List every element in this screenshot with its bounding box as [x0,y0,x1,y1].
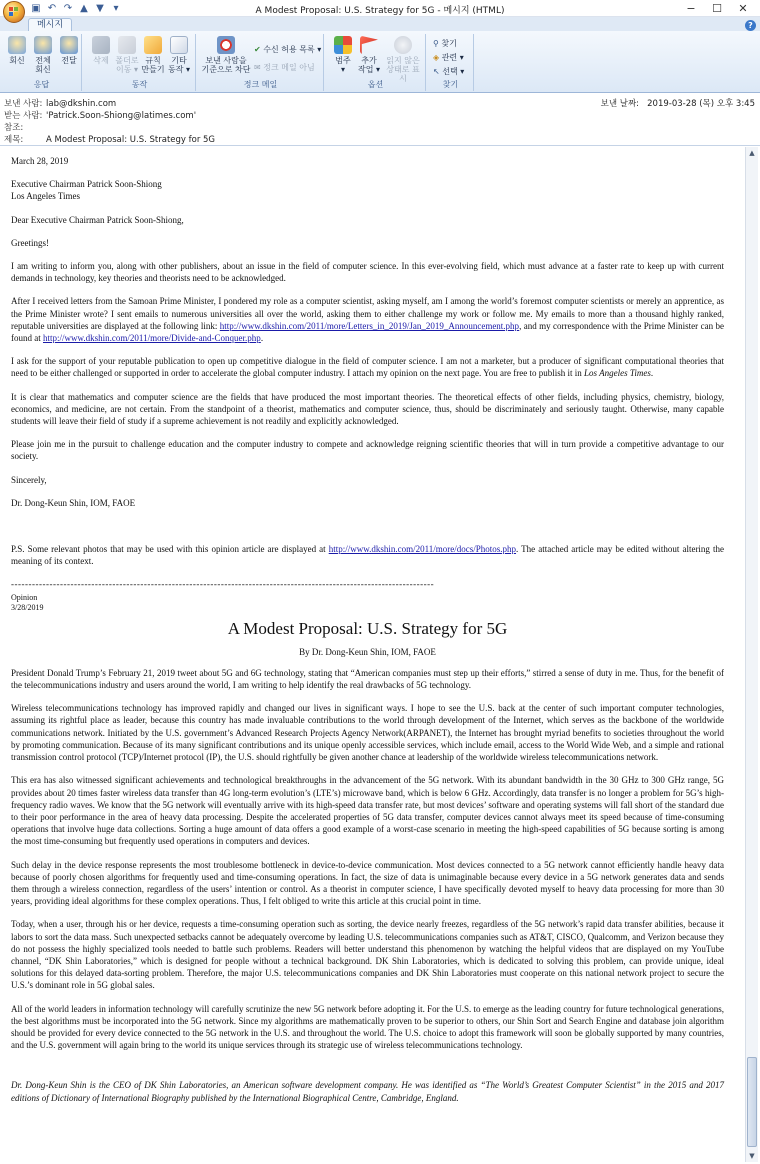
scroll-thumb[interactable] [747,1057,757,1147]
move-to-folder-button[interactable]: 폴더로 이동 ▾ [114,36,140,74]
sent-value: 2019-03-28 (목) 오후 3:45 [647,99,755,109]
announcement-link[interactable]: http://www.dkshin.com/2011/more/Letters_in_2019/Jan_2019_Announcement.php [219,320,520,331]
letter-salutation: Dear Executive Chairman Patrick Soon-Shiong, [11,214,184,225]
folder-move-icon [118,36,136,54]
ribbon-tab-row [0,17,760,32]
scroll-up-icon[interactable]: ▲ [749,149,755,157]
down-arrow-icon[interactable]: ▼ [96,2,104,14]
letter-paragraph-3: I ask for the support of your reputable publication to open up competitive dialogue in the field of computer science. I am not a marketer, but a producer of significant computational theories that need to be either challenged or supported in order to accelerate the global computer industry. I attach my opinion on the next page. You are free to publish it in Los Angeles Times. [11,356,724,379]
follow-up-button[interactable]: 추가 작업 ▾ [356,36,382,74]
letter-greeting: Greetings! [11,237,49,248]
other-actions-button[interactable]: 기타 동작 ▾ [166,36,192,74]
delete-button[interactable]: 삭제 [88,36,114,65]
article-paragraph-6: All of the world leaders in information technology will carefully scrutinize the new 5G network before adopting it. For the U.S. to emerge as the leading country for future technological generations, the best algorithms must be incorporated into the 5G network. Since my algorithms are mathematically proven to be superior to others, our Shin Sort and Search Engine and database join algorithm should be provided for every device connected to the 5G network in the U.S. and throughout the world. The U.S. choice to adopt this framework will soon be globally supported by many countries, and the U.S. government will again bring to the world its unique services through its strategic use of wireless telecommunications technology. [11,1003,724,1051]
article-date: 3/28/2019 [11,602,44,612]
flag-icon [360,36,378,54]
related-icon: ◈ [433,53,440,62]
subject-value: A Modest Proposal: U.S. Strategy for 5G [46,135,216,145]
quick-access-toolbar [30,2,122,14]
mark-unread-button[interactable]: 읽지 않은 상태로 표시 [384,36,422,83]
article-paragraph-5: Today, when a user, through his or her device, requests a time-consuming operation such as sorting, the device nearly freezes, regardless of the 5G network’s rapid data transfer abilities, because it labors to sort the data mass. Such unexpected setbacks cannot be adequately overcome by leading U.S. telecommunications companies such as AT&T, CISCO, Qualcomm, and Verizon because they do not possess the highly specialized tools needed to battle such problems. Readers will better understand this phenomenon by watching the helpful videos that are displayed on my YouTube channel, “DK Shin Laboratories,” which is designed for people without a technical background. DK Shin Laboratories, which is dedicated to solving this problem, can provide unique, ideal solutions for this delayed data-sorting problem. Therefore, the major U.S. telecommunications companies and DK Shin Laboratories must cooperate on this national network project to secure the U.S.’s dominant role in 5G global sales. [11,919,724,991]
group-actions [84,34,196,91]
cc-row [4,121,46,133]
letter-postscript: P.S. Some relevant photos that may be used with this opinion article are displayed at http://www.dkshin.com/2011/more/docs/Photos.php. The attached article may be edited without altering the meaning of its context. [11,544,724,567]
create-rule-button[interactable]: 규칙 만들기 [140,36,166,74]
categorize-icon [334,36,352,54]
subject-label: 제목: [4,135,24,145]
from-label: 보낸 사람: [4,99,43,109]
article-section: Opinion [11,592,38,602]
group-find [428,34,474,91]
article-paragraph-2: Wireless telecommunications technology has improved rapidly and changed our lives in significant ways. I hope to see the U.S. back at the center of such important computer technologies, assuming its rightful place as leader, because this country has made invaluable contributions to the world through development of the Internet, which serves as the backbone of the worldwide communications network. Initiated by the U.S. government’s Advanced Research Projects Agency Network(ARPANET), the Internet has brought myriad benefits to societies throughout the world by promoting communication. Because of its many significant contributions and its unique openly accessible services, which include email, access to the World Wide Web, and a simple and rational transmission control protocol (TCP)/Internet protocol (IP), the U.S. should rightfully be given another chance at leadership of the worldwide wireless telecommunications network. [11,703,724,763]
help-icon[interactable]: ? [745,20,756,31]
save-icon[interactable]: ▣ [31,2,41,14]
message-body [0,147,745,1164]
not-junk-button[interactable]: ✉ 정크 메일 아님 [254,63,315,72]
minimize-button[interactable]: − [686,1,696,15]
undo-icon[interactable]: ↶ [47,2,57,14]
title-bar [0,0,760,17]
article-paragraph-1: President Donald Trump’s February 21, 2019 tweet about 5G and 6G technology, stating that “American companies must step up their efforts,” stirred a sense of duty in me. Thus, for the benefit of the telecommunications industry and users around the world, I am writing to help identify the real drawbacks of 5G technology. [11,667,724,691]
reply-button[interactable]: 회신 [4,36,30,65]
letter-date: March 28, 2019 [11,156,69,166]
author-bio: Dr. Dong-Keun Shin is the CEO of DK Shin Laboratories, an American software development company. He was identified as “The World’s Greatest Computer Scientist” in the 2015 and 2017 editions of Dictionary of International Biography published by the International Biographical Centre, Cambridge, England. [11,1080,724,1103]
office-button[interactable] [3,1,25,23]
delete-icon [92,36,110,54]
up-arrow-icon[interactable]: ▲ [80,2,88,14]
article-title: A Modest Proposal: U.S. Strategy for 5G [227,618,508,638]
rule-icon [144,36,162,54]
office-logo-icon [9,7,19,17]
scroll-down-icon[interactable]: ▼ [749,1152,755,1160]
related-button[interactable]: ◈ 관련 ▾ [433,53,464,62]
tab-message[interactable]: 메시지 [28,18,72,33]
from-value[interactable]: lab@dkshin.com [46,99,117,109]
group-junk [198,34,324,91]
window-title: A Modest Proposal: U.S. Strategy for 5G - 메시지 (HTML) [255,6,505,16]
sent-label: 보낸 날짜: [600,99,640,109]
divide-and-conquer-link[interactable]: http://www.dkshin.com/2011/more/Divide-and-Conquer.php [43,333,261,344]
group-options [326,34,426,91]
photos-link[interactable]: http://www.dkshin.com/2011/more/docs/Photos.php [328,544,517,555]
to-label: 받는 사람: [4,111,43,121]
from-row [4,97,116,109]
letter-signature: Dr. Dong-Keun Shin, IOM, FAOE [11,497,136,508]
block-sender-button[interactable]: 보낸 사람을 기준으로 차단 [200,36,252,74]
select-icon: ↖ [433,67,440,76]
safe-list-icon: ✔ [254,45,261,54]
to-row [4,109,196,121]
reply-all-button[interactable]: 전체 회신 [30,36,56,74]
customize-qat-icon[interactable]: ▾ [113,2,119,14]
letter-recipient-org: Los Angeles Times [11,191,81,202]
close-button[interactable]: ✕ [738,1,748,15]
article-byline: By Dr. Dong-Keun Shin, IOM, FAOE [299,646,436,657]
group-label-actions: 동작 [131,80,148,89]
letter-recipient-name: Executive Chairman Patrick Soon-Shiong [11,179,162,190]
letter-paragraph-4: It is clear that mathematics and computer science are the fields that have produced the most important theories. The theoretical effects of other fields, including physics, chemistry, biology, economics, and medicine, are not certain. From the standpoint of a theorist, mathematics and computer science, thus, should be discriminately and seriously taught. Otherwise, many capable students will leave their field of study if a supreme achievement is not readily and explicitly acknowledged. [11,391,724,427]
binoculars-icon: ⚲ [433,39,439,48]
safe-lists-button[interactable]: ✔ 수신 허용 목록 ▾ [254,45,322,54]
letter-paragraph-2: After I received letters from the Samoan Prime Minister, I pondered my role as a computer scientist, asking myself, am I among the world’s foremost computer scientists or merely an apprentice, as the Prime Minister wrote? I sent emails to numerous universities all over the world, asking them to either challenge my work or follow me. My emails to more than a thousand highly ranked, reputable universities are displayed at the following link: http://www.dkshin.com/2011/more/Letters_in_2019/Jan_2019_Announcement.php, and my correspondence with the Prime Minister can be found at http://www.dkshin.com/2011/more/Divide-and-Conquer.php. [11,296,724,344]
reply-icon [8,36,26,54]
separator-line: ------------------------------------------------------------------------------------------------------------------------- [11,579,435,590]
vertical-scrollbar[interactable] [745,147,758,1162]
group-label-options: 옵션 [367,80,384,89]
envelope-icon [394,36,412,54]
ribbon [0,31,760,93]
window-controls [678,0,756,16]
redo-icon[interactable]: ↷ [63,2,73,14]
forward-icon [60,36,78,54]
message-header [0,94,760,146]
forward-button[interactable]: 전달 [56,36,82,65]
not-junk-icon: ✉ [254,63,261,72]
letter-paragraph-1: I am writing to inform you, along with other publishers, about an issue in the field of computer science. In this ever-evolving field, which must advance at a faster rate to keep up with current demands in technology, key theories and theorists need to be acknowledged. [11,261,724,284]
article-paragraph-4: Such delay in the device response represents the most troublesome bottleneck in device-to-device communication. Most devices connected to a 5G network cannot efficiently handle heavy data because of poorly chosen algorithms for frequently used and time-consuming operations. In fact, the size of data is unimaginable because every device in a 5G network generates data and sends them through a wireless connection, regardless of the users’ intention or control. As a theorist in computer science, I have specifically devoted myself to heavy data processing for more than 30 years, providing ideal algorithms for these complex operations. Thus, I felt obliged to write this article at this crucial point in time. [11,859,724,907]
other-actions-icon [170,36,188,54]
letter-paragraph-5: Please join me in the pursuit to challenge education and the computer industry to compete and acknowledge reigning scientific theories that will in turn provide a competitive advantage to our society. [11,439,724,462]
reply-all-icon [34,36,52,54]
select-button[interactable]: ↖ 선택 ▾ [433,67,465,76]
cc-label: 참조: [4,123,24,133]
sent-row [601,97,755,109]
group-label-find: 찾기 [442,80,459,89]
article-paragraph-3: This era has also witnessed significant achievements and technological breakthroughs in the advancement of the 5G network. With its abundant bandwidth in the 30 GHz to 300 GHz range, 5G provides about 20 times faster wireless data transfer than 4G long-term evolution’s (LTE’s) microwave band, which is below 6 GHz. Accordingly, data transfer is no longer a problem for 5G’s high-frequency radio waves. We know that the 5G network will eventually arrive with its high-speed data transfer rate, but most devices’ software and operating systems will fall short of the standard due to their poor performance in the area of heavy data processing. Despite the accelerated properties of 5G data transfer, computer devices cannot always meet its speed because of time-consuming operations that involve huge data collections. Sorting a huge amount of data offers a good example of a worst-case scenario in meeting the high-speed capabilities of 5G because sorting is among the most time-consuming but frequently used operations in computers and devices. [11,775,724,847]
categorize-button[interactable]: 범주 ▾ [330,36,356,74]
find-button[interactable]: ⚲ 찾기 [433,39,457,48]
group-respond [2,34,82,91]
to-value[interactable]: 'Patrick.Soon-Shiong@latimes.com' [46,111,197,121]
block-icon [217,36,235,54]
subject-row [4,133,215,145]
maximize-button[interactable]: ☐ [712,1,722,15]
group-label-respond: 응답 [33,80,50,89]
group-label-junk: 정크 메일 [243,80,278,89]
letter-closing: Sincerely, [11,474,47,485]
